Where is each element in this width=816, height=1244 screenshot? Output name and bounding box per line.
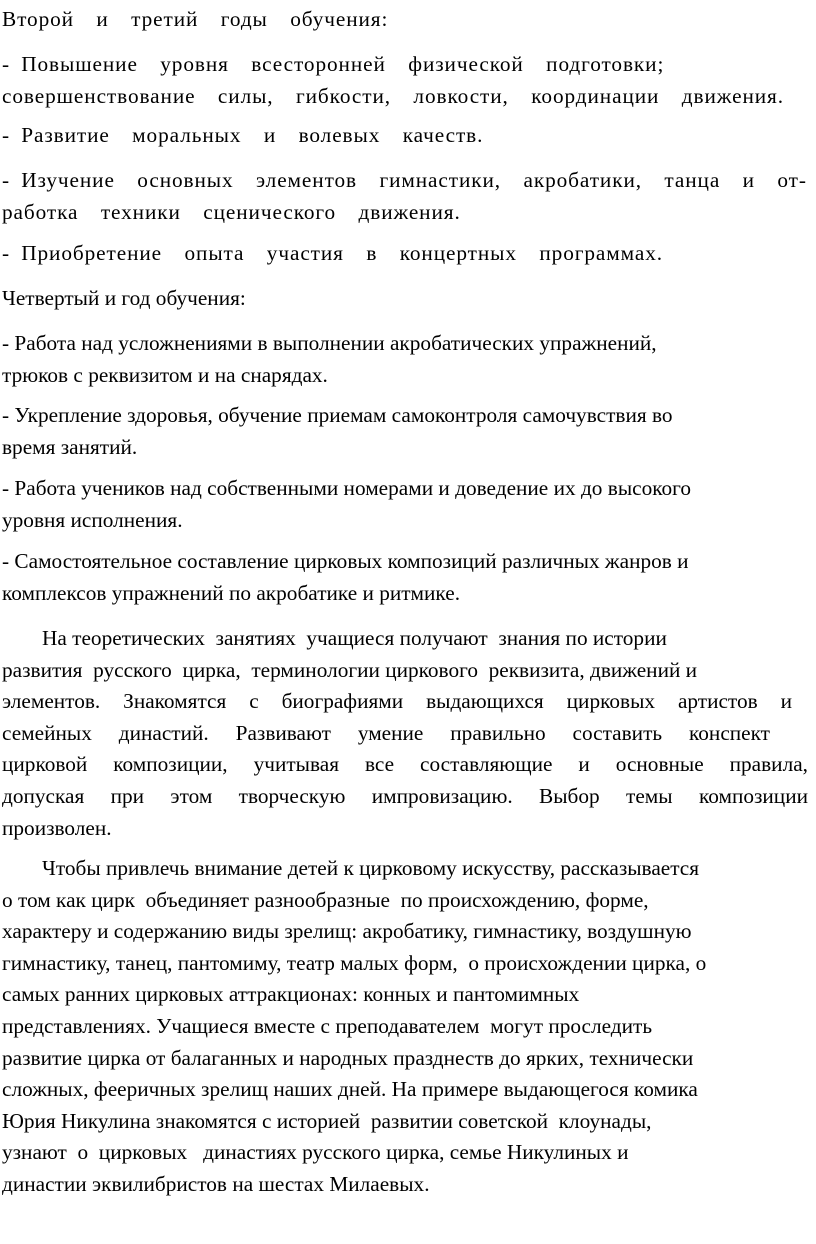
paragraph-interest xyxy=(2,853,808,1201)
list-item-line: - Работа над усложнениями в выполнении акробатических упражнений, xyxy=(2,331,657,355)
list-item-line: - Приобретение опыта участия в концертных программах. xyxy=(2,241,664,265)
list-item-line: - Изучение основных элементов гимнастики, акробатики, танца и от- xyxy=(2,168,807,192)
paragraph-line: развитие цирка от балаганных и народных празднеств до ярких, технически xyxy=(2,1045,694,1070)
paragraph-line: гимнастику, танец, пантомиму, театр малых форм, о происхождении цирка, о xyxy=(2,950,707,975)
list-item xyxy=(2,400,808,463)
paragraph-line: На теоретических занятиях учащиеся получают знания по истории xyxy=(42,626,667,650)
paragraph-line: Чтобы привлечь внимание детей к цирковому искусству, рассказывается xyxy=(42,856,700,880)
paragraph-line: развития русского цирка, терминологии циркового реквизита, движений и xyxy=(2,657,698,682)
paragraph-line: Юрия Никулина знакомятся с историей развитии советской клоунады, xyxy=(2,1108,652,1133)
list-item-line: - Развитие моральных и волевых качеств. xyxy=(2,123,484,147)
paragraph-line: цирковой композиции, учитывая все составляющие и основные правила, xyxy=(2,752,808,777)
heading-year-4 xyxy=(2,283,808,315)
paragraph-line: сложных, фееричных зрелищ наших дней. На примере выдающегося комика xyxy=(2,1077,698,1102)
paragraph-line: характеру и содержанию виды зрелищ: акробатику, гимнастику, воздушную xyxy=(2,919,692,944)
list-item-line: - Укрепление здоровья, обучение приемам самоконтроля самочувствия во xyxy=(2,403,673,427)
paragraph-theory xyxy=(2,623,808,844)
list-item-line: - Повышение уровня всесторонней физической подготовки; xyxy=(2,52,665,76)
list-item xyxy=(2,546,808,609)
list-item xyxy=(2,49,808,112)
list-item xyxy=(2,165,808,228)
list-item-line: уровня исполнения. xyxy=(2,507,183,532)
paragraph-line: самых ранних цирковых аттракционах: конных и пантомимных xyxy=(2,982,580,1007)
list-item-line: комплексов упражнений по акробатике и ритмике. xyxy=(2,580,461,605)
paragraph-line: о том как цирк объединяет разнообразные по происхождению, форме, xyxy=(2,887,649,912)
list-item-line: работка техники сценического движения. xyxy=(2,199,461,224)
paragraph-line: узнают о цирковых династиях русского цирка, семье Никулиных и xyxy=(2,1140,629,1165)
heading-text: Второй и третий годы обучения: xyxy=(2,7,389,31)
list-item xyxy=(2,238,808,270)
paragraph-line: представлениях. Учащиеся вместе с преподавателем могут проследить xyxy=(2,1013,653,1038)
list-item-line: - Работа учеников над собственными номерами и доведение их до высокого xyxy=(2,476,691,500)
paragraph-line: семейных династий. Развивают умение правильно составить конспект xyxy=(2,720,770,745)
list-item-line: - Самостоятельное составление цирковых композиций различных жанров и xyxy=(2,549,689,573)
paragraph-line: элементов. Знакомятся с биографиями выдающихся цирковых артистов и xyxy=(2,689,792,714)
list-item xyxy=(2,328,808,391)
list-item-line: совершенствование силы, гибкости, ловкости, координации движения. xyxy=(2,83,784,108)
list-item-line: трюков с реквизитом и на снарядах. xyxy=(2,362,328,387)
list-item-line: время занятий. xyxy=(2,434,138,459)
paragraph-line: династии эквилибристов на шестах Милаевых. xyxy=(2,1171,430,1196)
heading-years-2-3 xyxy=(2,4,808,36)
paragraph-line: произволен. xyxy=(2,815,112,840)
paragraph-line: допуская при этом творческую импровизацию. Выбор темы композиции xyxy=(2,783,808,808)
heading-text: Четвертый и год обучения: xyxy=(2,286,246,310)
list-item xyxy=(2,473,808,536)
list-item xyxy=(2,120,808,152)
